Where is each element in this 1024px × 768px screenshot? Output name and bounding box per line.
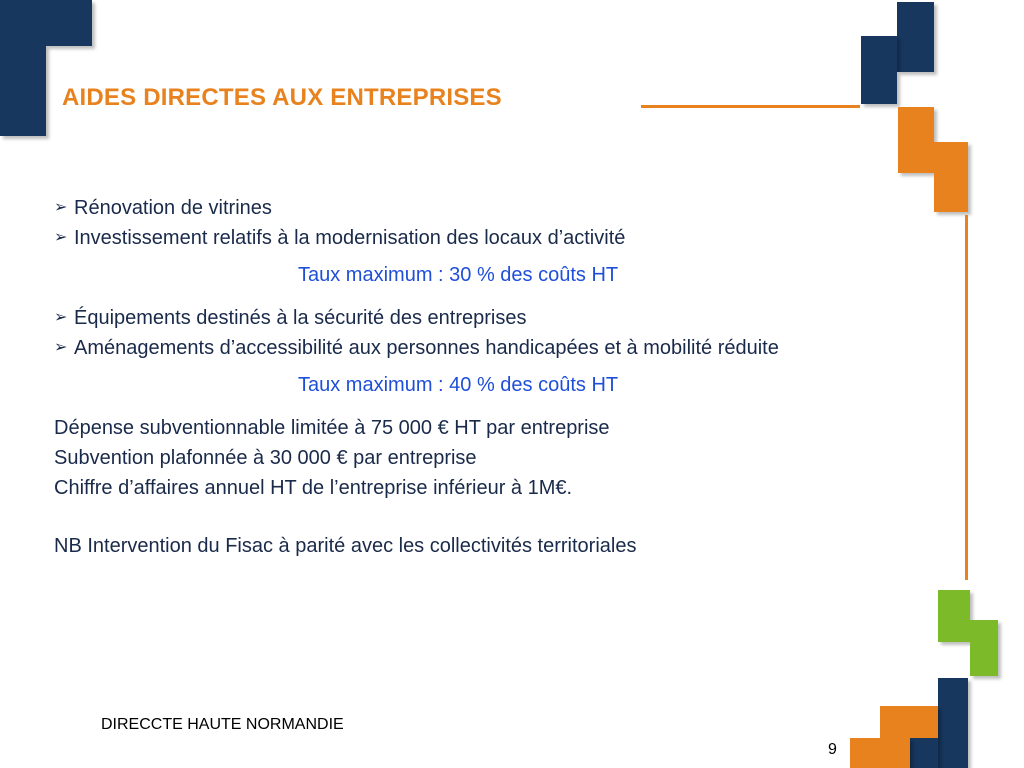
bullet-text: Investissement relatifs à la modernisation des locaux d’activité: [74, 227, 626, 249]
slide-content: [54, 193, 854, 561]
rate-line-2: Taux maximum : 40 % des coûts HT: [298, 374, 619, 396]
decor-block-orange-right-2: [934, 142, 968, 212]
bullet-item: [54, 333, 814, 363]
condition-line: Subvention plafonnée à 30 000 € par entreprise: [54, 447, 477, 469]
decor-block-orange-right-1: [898, 107, 934, 173]
rate-line-1: Taux maximum : 30 % des coûts HT: [298, 264, 619, 286]
decor-block-navy-top-left-2: [46, 0, 92, 46]
decor-block-orange-bottom-right-1: [880, 706, 938, 738]
arrow-bullet-icon: ➢: [54, 199, 68, 216]
bullet-text: Aménagements d’accessibilité aux personnes handicapées et à mobilité réduite: [74, 337, 779, 359]
condition-line: Chiffre d’affaires annuel HT de l’entreprise inférieur à 1M€.: [54, 477, 573, 499]
spacer: [54, 503, 854, 531]
arrow-bullet-icon: ➢: [54, 339, 68, 356]
decor-block-navy-bottom-right-1: [938, 678, 968, 768]
decor-block-navy-bottom-right-2: [910, 738, 938, 768]
note-line: NB Intervention du Fisac à parité avec les collectivités territoriales: [54, 535, 637, 557]
bullet-text: Rénovation de vitrines: [74, 197, 272, 219]
decor-block-navy-top-right-1: [897, 2, 934, 72]
arrow-bullet-icon: ➢: [54, 309, 68, 326]
right-vertical-rule: [965, 215, 968, 580]
footer-organization: DIRECCTE HAUTE NORMANDIE: [101, 716, 344, 733]
bullet-item: [54, 193, 854, 223]
decor-block-navy-top-right-2: [861, 36, 897, 104]
bullet-item: [54, 223, 854, 253]
condition-line: Dépense subventionnable limitée à 75 000 € HT par entreprise: [54, 417, 610, 439]
slide-title: AIDES DIRECTES AUX ENTREPRISES: [62, 84, 502, 111]
title-underline: [641, 105, 860, 108]
decor-block-green-right-2: [970, 620, 998, 676]
page-number: 9: [828, 741, 837, 758]
decor-block-green-right-1: [938, 590, 970, 642]
arrow-bullet-icon: ➢: [54, 229, 68, 246]
decor-block-orange-bottom-right-2: [850, 738, 910, 768]
bullet-item: [54, 303, 854, 333]
bullet-text: Équipements destinés à la sécurité des entreprises: [74, 307, 527, 329]
decor-block-navy-top-left-1: [0, 0, 46, 136]
